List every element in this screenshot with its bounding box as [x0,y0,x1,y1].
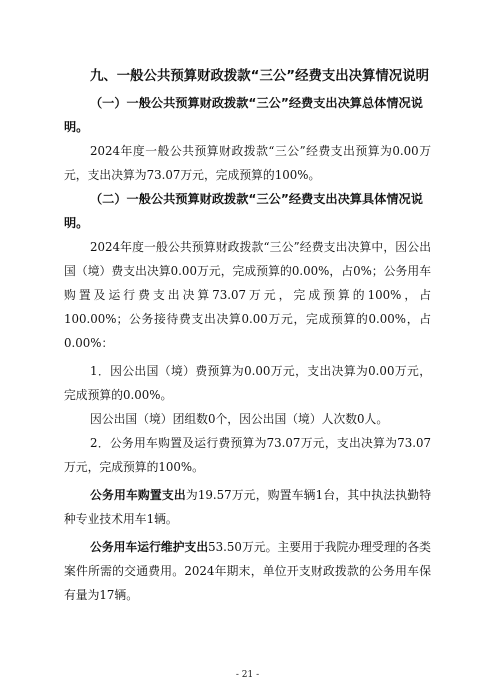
item-overseas-travel: 1．因公出国（境）费预算为0.00万元，支出决算为0.00万元，完成预算的0.00%。 [64,364,431,402]
vehicle-purchase-lead: 公务用车购置支出 [90,488,186,502]
vehicle-maintenance-paragraph [64,535,431,607]
overall-paragraph: 2024年度一般公共预算财政拨款“三公”经费支出预算为0.00万元，支出决算为73.07万元，完成预算的100%。 [64,144,431,182]
subsection-heading-detail: （二）一般公共预算财政拨款“三公”经费支出决算具体情况说明。 [64,192,423,230]
item-overseas-detail: 因公出国（境）团组数0个，因公出国（境）人次数0人。 [90,412,389,426]
section-title: 九、一般公共预算财政拨款“三公”经费支出决算情况说明 [90,69,429,84]
vehicle-purchase-text: 为19.57万元，购置车辆1台，其中执法执勤特种专业技术用车1辆。 [64,488,431,526]
item-vehicle-costs: 2．公务用车购置及运行费预算为73.07万元，支出决算为73.07万元，完成预算的100%。 [64,436,431,474]
subsection-heading-overall: （一）一般公共预算财政拨款“三公”经费支出决算总体情况说明。 [64,96,423,134]
vehicle-purchase-paragraph [64,483,431,531]
vehicle-maintenance-lead: 公务用车运行维护支出 [90,540,209,554]
detail-paragraph: 2024年度一般公共预算财政拨款“三公”经费支出决算中，因公出国（境）费支出决算0.00万元，完成预算的0.00%，占0%；公务用车购置及运行费支出决算73.07万元，完成预算的100%，占100.00%；公务接待费支出决算0.00万元，完成预算的0.00%，占0.00%： [64,240,431,350]
vehicle-maintenance-text: 53.50万元。主要用于我院办理受理的各类案件所需的交通费用。2024年期末，单位开支财政拨款的公务用车保有量为17辆。 [64,540,431,602]
page-number: - 21 - [235,670,260,680]
